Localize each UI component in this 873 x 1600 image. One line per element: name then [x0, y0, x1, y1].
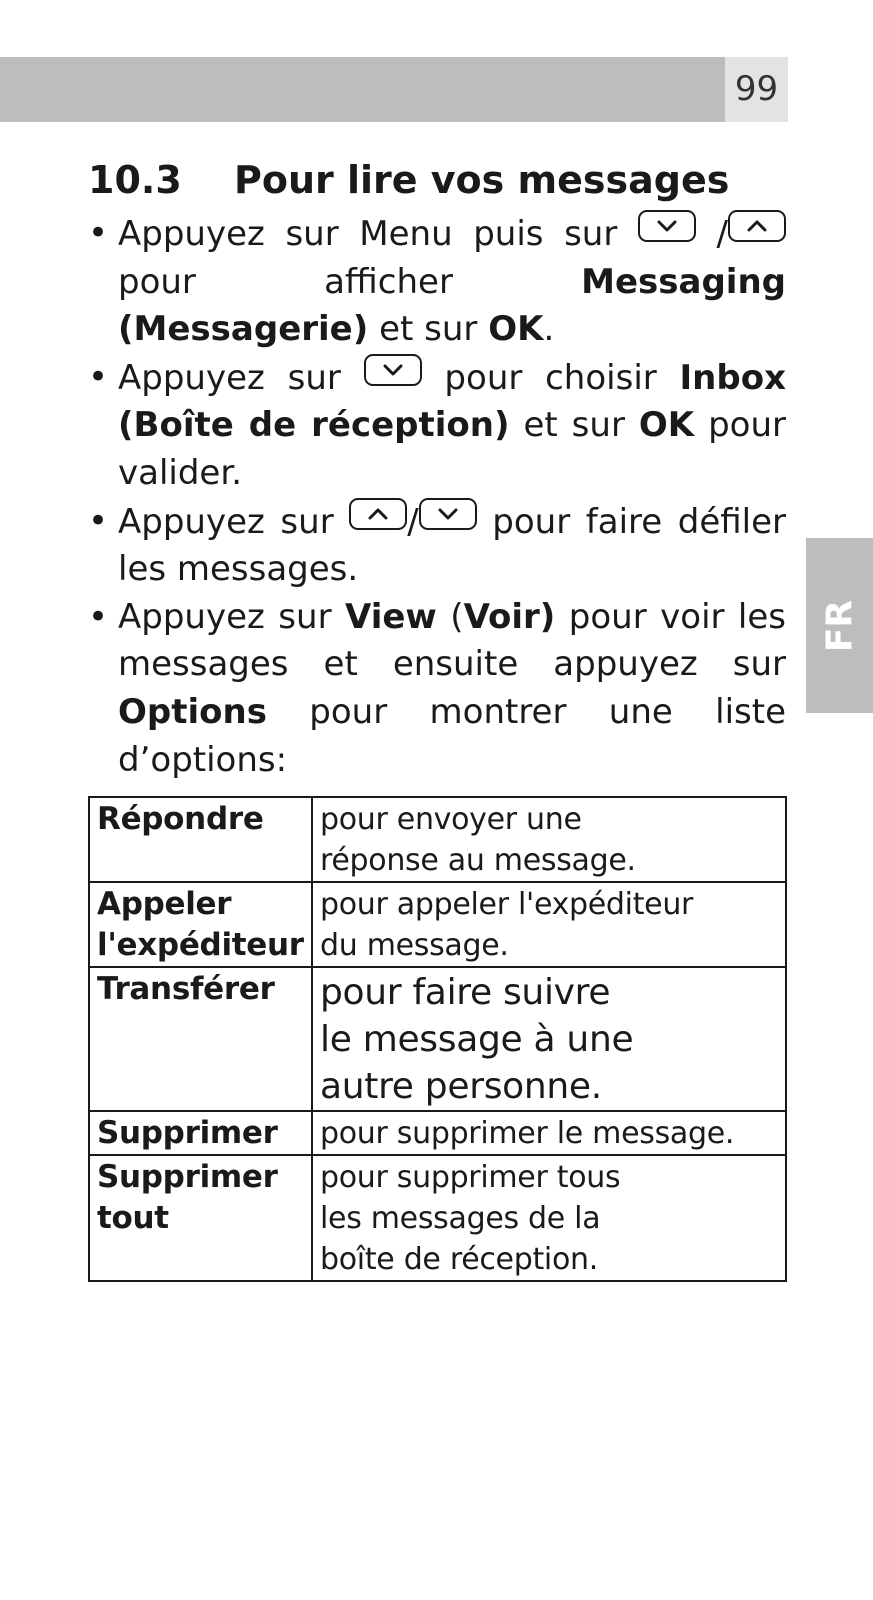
- language-tab: [806, 538, 873, 713]
- softkey-name: Options: [118, 691, 267, 732]
- instruction-text: pour choisir: [421, 357, 680, 398]
- instruction-text: (: [436, 596, 464, 637]
- instruction-text: Appuyez sur: [118, 501, 350, 542]
- option-name: Supprimer: [89, 1111, 312, 1155]
- header-bar: [0, 57, 725, 122]
- instruction-item: [88, 210, 786, 354]
- instruction-text: Appuyez sur: [118, 357, 364, 398]
- instruction-text: /: [407, 501, 419, 542]
- option-description: pour envoyer une réponse au message.: [312, 797, 786, 882]
- options-table: [88, 796, 787, 1282]
- instruction-text: et sur: [368, 309, 489, 350]
- softkey-name: View: [345, 596, 437, 637]
- instruction-item: [88, 354, 786, 498]
- option-description: pour faire suivre le message à une autre personne.: [312, 967, 786, 1111]
- option-description: pour supprimer le message.: [312, 1111, 786, 1155]
- option-description: pour supprimer tous les messages de la boîte de réception.: [312, 1155, 786, 1281]
- instruction-text: pour voir les messages et ensuite appuyez sur: [118, 596, 787, 685]
- page-number: 99: [725, 57, 788, 122]
- option-name: Transférer: [89, 967, 312, 1111]
- table-row: [89, 1111, 786, 1155]
- instruction-item: [88, 594, 786, 784]
- option-name: Répondre: [89, 797, 312, 882]
- table-row: [89, 797, 786, 882]
- section-heading: [88, 152, 729, 208]
- option-description: pour appeler l'expéditeur du message.: [312, 882, 786, 967]
- instruction-text: pour faire défiler les messages.: [118, 501, 786, 590]
- down-arrow-key-icon: [638, 210, 696, 242]
- section-number: 10.3: [88, 158, 182, 202]
- section-title: Pour lire vos messages: [234, 158, 730, 202]
- down-arrow-key-icon: [419, 498, 477, 530]
- up-arrow-key-icon: [728, 210, 786, 242]
- table-row: [89, 967, 786, 1111]
- instruction-text: .: [543, 309, 555, 350]
- option-name: Appeler l'expéditeur: [89, 882, 312, 967]
- table-row: [89, 1155, 786, 1281]
- table-row: [89, 882, 786, 967]
- instruction-text: Appuyez sur Menu puis sur: [118, 214, 638, 254]
- instruction-text: Appuyez sur: [118, 596, 345, 637]
- option-name: Supprimer tout: [89, 1155, 312, 1281]
- instruction-item: [88, 498, 786, 594]
- menu-name: Inbox (Boîte de réception): [118, 357, 787, 446]
- instruction-list: [88, 210, 786, 784]
- menu-name: Messaging (Messagerie): [118, 261, 786, 350]
- softkey-name: Voir): [463, 596, 556, 637]
- instruction-text: pour valider.: [118, 405, 786, 493]
- instruction-text: /: [716, 214, 728, 254]
- key-name: OK: [488, 309, 544, 350]
- key-name: OK: [638, 405, 695, 446]
- instruction-text: et sur: [509, 405, 639, 446]
- language-tab-label: FR: [819, 599, 860, 652]
- up-arrow-key-icon: [349, 498, 407, 530]
- down-arrow-key-icon: [364, 354, 422, 386]
- instruction-text: pour afficher: [118, 261, 582, 302]
- instruction-text: pour montrer une liste d’options:: [118, 691, 786, 780]
